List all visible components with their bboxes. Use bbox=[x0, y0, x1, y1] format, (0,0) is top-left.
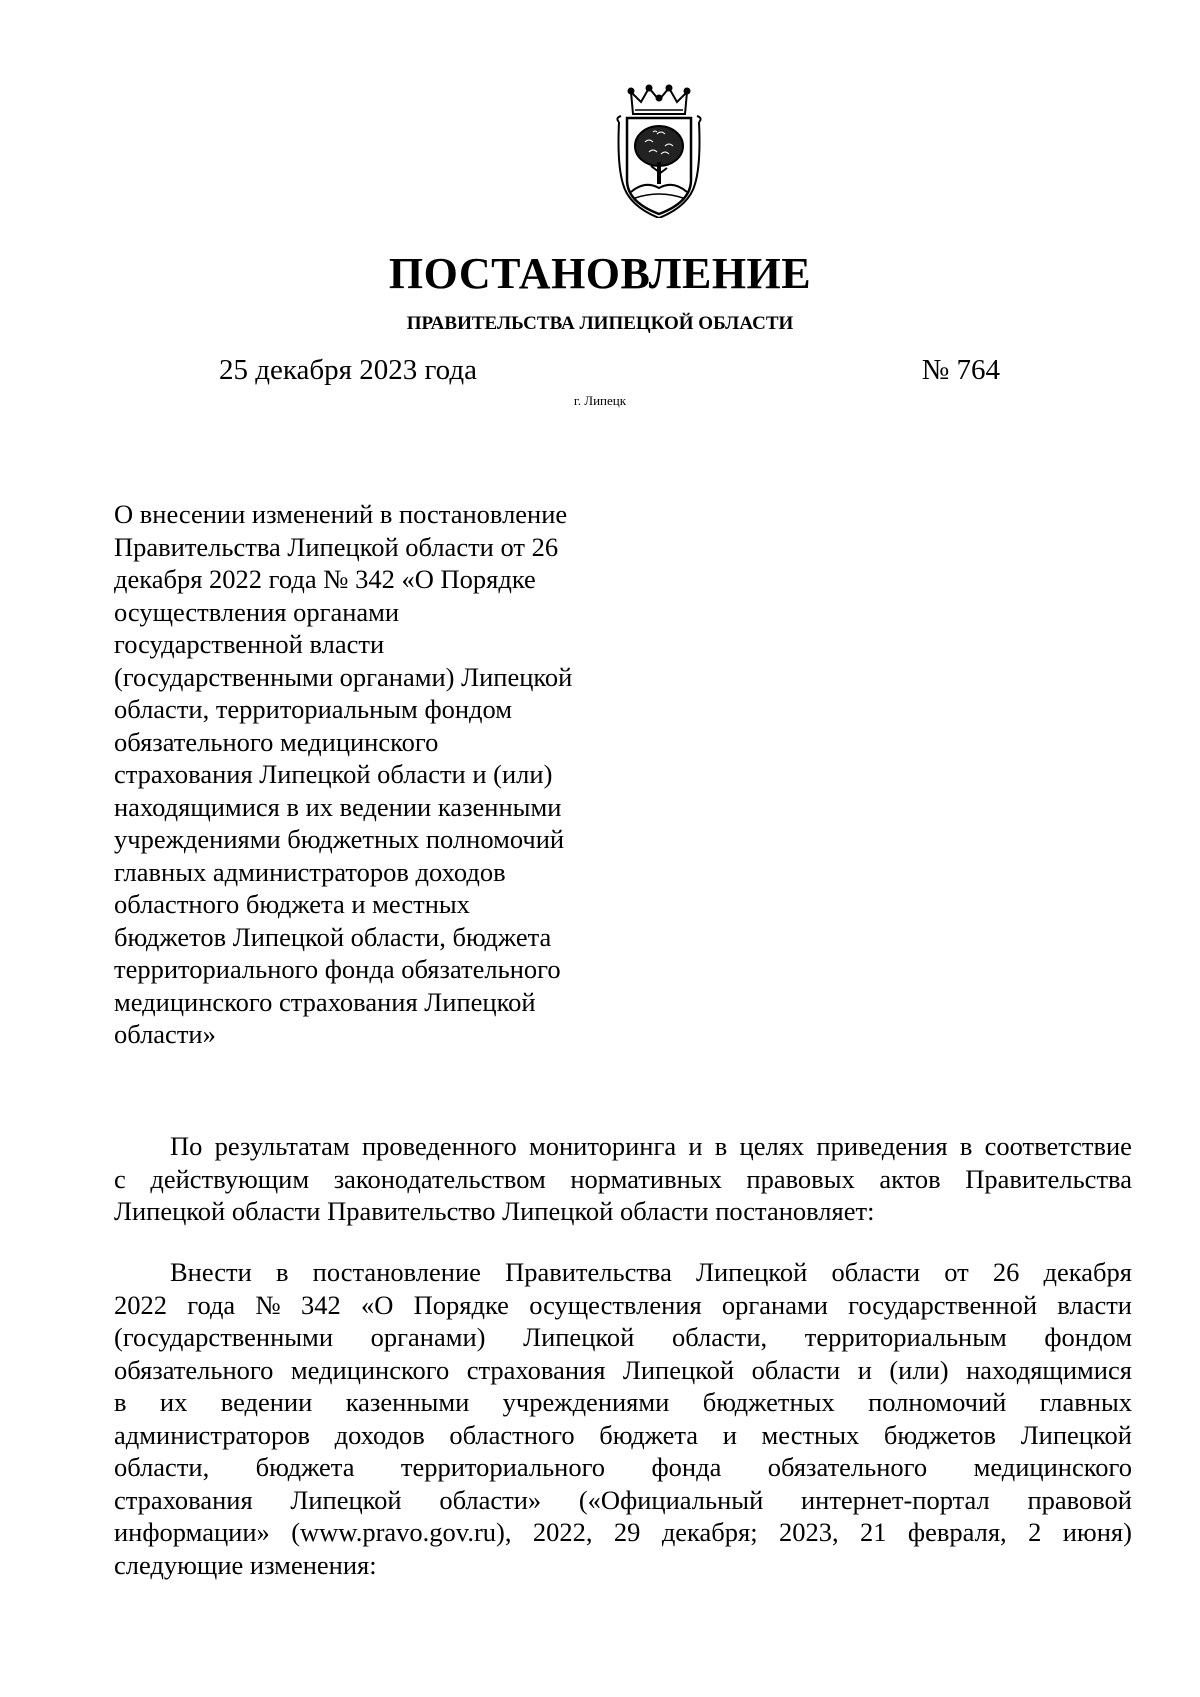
document-subject bbox=[114, 498, 614, 1051]
subject-line: бюджетов Липецкой области, бюджета bbox=[114, 921, 552, 952]
document-city: г. Липецк bbox=[573, 393, 627, 408]
subject-line: страхования Липецкой области и (или) bbox=[114, 759, 553, 789]
paragraph-line: Внести в постановление Правительства Липецкой области от 26 декабря bbox=[170, 1257, 1132, 1287]
paragraph-line: в их ведении казенными учреждениями бюджетных полномочий главных bbox=[114, 1387, 1132, 1417]
document-number: № 764 bbox=[921, 354, 1000, 386]
paragraph-line: (государственными органами) Липецкой области, территориальным фондом bbox=[114, 1322, 1132, 1352]
subject-line: О внесении изменений в постановление bbox=[114, 499, 568, 529]
document-title: ПОСТАНОВЛЕНИЕ bbox=[388, 249, 812, 298]
subject-line: медицинского страхования Липецкой bbox=[114, 986, 536, 1017]
coat-of-arms-icon bbox=[609, 84, 709, 218]
subject-line: учреждениями бюджетных полномочий bbox=[114, 824, 565, 854]
paragraph-line: обязательного медицинского страхования Липецкой области и (или) находящимися bbox=[114, 1354, 1132, 1385]
paragraph-line: информации» (www.pravo.gov.ru), 2022, 29 декабря; 2023, 21 февраля, 2 июня) bbox=[114, 1517, 1132, 1547]
resolution-paragraph bbox=[114, 1256, 1132, 1581]
paragraph-line: следующие изменения: bbox=[114, 1549, 377, 1580]
subject-line: государственной власти bbox=[114, 629, 385, 659]
subject-line: главных администраторов доходов bbox=[114, 856, 506, 887]
paragraph-line: страхования Липецкой области» («Официальный интернет-портал правовой bbox=[114, 1484, 1132, 1515]
subject-line: области, территориальным фондом bbox=[114, 694, 513, 724]
paragraph-line: области, бюджета территориального фонда обязательного медицинского bbox=[114, 1452, 1132, 1482]
paragraph-line: с действующим законодательством нормативных правовых актов Правительства bbox=[114, 1163, 1132, 1194]
subject-line: Правительства Липецкой области от 26 bbox=[114, 531, 559, 562]
subject-line: декабря 2022 года № 342 «О Порядке bbox=[114, 564, 536, 594]
paragraph-line: 2022 года № 342 «О Порядке осуществления органами государственной власти bbox=[114, 1289, 1132, 1320]
paragraph-line: Липецкой области Правительство Липецкой области постановляет: bbox=[114, 1196, 875, 1226]
document-issuer: ПРАВИТЕЛЬСТВА ЛИПЕЦКОЙ ОБЛАСТИ bbox=[406, 313, 794, 334]
subject-line: (государственными органами) Липецкой bbox=[114, 661, 573, 692]
subject-line: области» bbox=[114, 1019, 216, 1049]
document-date: 25 декабря 2023 года bbox=[219, 354, 477, 386]
subject-line: находящимися в их ведении казенными bbox=[114, 791, 562, 822]
paragraph-line: По результатам проведенного мониторинга и в целях приведения в соответствие bbox=[170, 1131, 1132, 1161]
subject-line: обязательного медицинского bbox=[114, 726, 439, 757]
paragraph-line: администраторов доходов областного бюджета и местных бюджетов Липецкой bbox=[114, 1419, 1132, 1450]
subject-line: областного бюджета и местных bbox=[114, 889, 470, 919]
subject-line: территориального фонда обязательного bbox=[114, 954, 561, 984]
subject-line: осуществления органами bbox=[114, 596, 400, 627]
preamble-paragraph bbox=[114, 1130, 1132, 1228]
